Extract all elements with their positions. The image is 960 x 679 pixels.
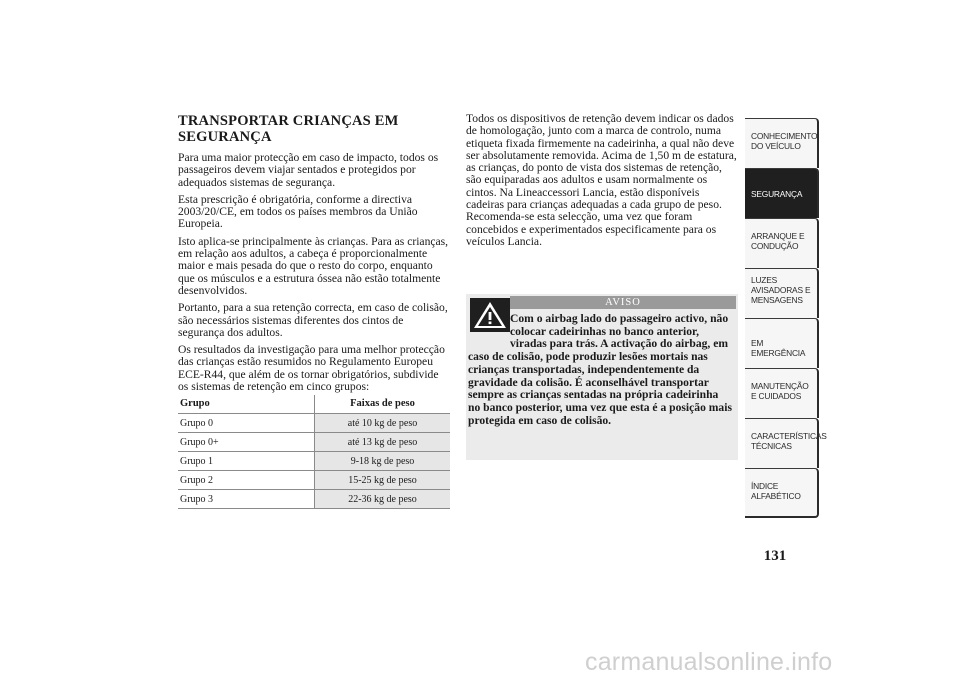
group-cell: Grupo 2 bbox=[180, 474, 214, 486]
tab-label: ARRANQUE E CONDUÇÃO bbox=[751, 231, 805, 251]
table-header-group: Grupo bbox=[178, 395, 315, 414]
tab-seguranca[interactable] bbox=[745, 168, 819, 218]
warning-text-block bbox=[468, 313, 732, 427]
tab-luzes-avisadoras[interactable] bbox=[745, 268, 819, 318]
weight-cell: até 13 kg de peso bbox=[315, 433, 451, 452]
tab-label: ÍNDICE ALFABÉTICO bbox=[751, 481, 801, 501]
table-row bbox=[178, 452, 450, 471]
page-number: 131 bbox=[763, 548, 787, 564]
warning-label: AVISO bbox=[510, 296, 736, 309]
tab-arranque-e-conducao[interactable] bbox=[745, 218, 819, 268]
tab-label: LUZES AVISADORAS E MENSAGENS bbox=[751, 275, 811, 305]
left-column bbox=[178, 113, 450, 509]
tab-label: MANUTENÇÃO E CUIDADOS bbox=[751, 381, 809, 401]
weight-cell: 15-25 kg de peso bbox=[315, 471, 451, 490]
group-cell: Grupo 3 bbox=[180, 493, 214, 505]
paragraph: Esta prescrição é obrigatória, conforme a directiva 2003/20/CE, em todos os países membros da União Europeia. bbox=[178, 192, 418, 231]
paragraph: Para uma maior protecção em caso de impacto, todos os passageiros devem viajar sentados e protegidos por adequados sistemas de segurança. bbox=[178, 151, 439, 189]
section-title-line2: SEGURANÇA bbox=[178, 129, 272, 145]
tab-label: EM EMERGÊNCIA bbox=[751, 338, 806, 358]
paragraph: Os resultados da investigação para uma melhor protecção das crianças estão resumidos no Regulamento Europeu ECE-R44, que além de os tornar obrigatórios, subdivide os sistemas de retenção em cinco grupos: bbox=[178, 343, 445, 394]
group-cell: Grupo 0+ bbox=[180, 436, 219, 448]
warning-text: Com o airbag lado do passageiro activo, não colocar cadeirinhas no banco anterior, viradas para trás. A activação do airbag, em caso de colisão, pode produzir lesões mortais nas crianças transportadas, independentemente da gravidade da colisão. É aconselhável transportar sempre as crianças sentadas na própria cadeirinha no banco posterior, uma vez que esta é a posição mais protegida em caso de colisão. bbox=[468, 312, 732, 427]
tab-label: SEGURANÇA bbox=[751, 189, 803, 199]
right-paragraph: Todos os dispositivos de retenção devem indicar os dados de homologação, junto com a marca de controlo, numa etiqueta fixada firmemente na cadeirinha, a qual não deve ser absolutamente removida. Acima de 1,50 m de estatura, as crianças, do ponto de vista dos sistemas de retenção, são equiparadas aos adultos e usam normalmente os cintos. Na Lineaccessori Lancia, estão disponíveis cadeiras para crianças adequadas a cada grupo de peso. Recomenda-se esta selecção, uma vez que foram concebidos e experimentados especificamente para os veículos Lancia. bbox=[466, 112, 737, 248]
table-header-weight: Faixas de peso bbox=[315, 395, 451, 414]
warning-box bbox=[466, 294, 738, 460]
tab-conhecimento-do-veiculo[interactable] bbox=[745, 118, 819, 168]
paragraph: Portanto, para a sua retenção correcta, em caso de colisão, são necessários sistemas diferentes dos cintos de segurança dos adultos. bbox=[178, 301, 448, 339]
section-title bbox=[178, 113, 450, 145]
tab-label: CONHECIMENTO DO VEÍCULO bbox=[751, 131, 818, 151]
table-row bbox=[178, 433, 450, 452]
weight-cell: até 10 kg de peso bbox=[315, 414, 451, 433]
weight-cell: 22-36 kg de peso bbox=[315, 490, 451, 509]
tab-caracteristicas-tecnicas[interactable] bbox=[745, 418, 827, 468]
tab-manutencao-e-cuidados[interactable] bbox=[745, 368, 819, 418]
group-cell: Grupo 0 bbox=[180, 417, 214, 429]
paragraph: Isto aplica-se principalmente às crianças. Para as crianças, em relação aos adultos, a cabeça é proporcionalmente maior e mais pesada do que o resto do corpo, enquanto que os músculos e a estrutura óssea não estão totalmente desenvolvidos. bbox=[178, 234, 449, 297]
tab-label: CARACTERÍSTICAS TÉCNICAS bbox=[751, 431, 827, 451]
tab-indice-alfabetico[interactable] bbox=[745, 468, 819, 518]
section-title-line1: TRANSPORTAR CRIANÇAS EM bbox=[178, 113, 399, 129]
group-cell: Grupo 1 bbox=[180, 455, 214, 467]
table-row bbox=[178, 490, 450, 509]
chapter-tabs bbox=[745, 118, 827, 518]
right-column bbox=[466, 113, 738, 253]
weight-cell: 9-18 kg de peso bbox=[315, 452, 451, 471]
table-row bbox=[178, 471, 450, 490]
watermark: carmanualsonline.info bbox=[585, 648, 833, 676]
tab-em-emergencia[interactable] bbox=[745, 318, 819, 368]
table-row bbox=[178, 414, 450, 433]
weight-groups-table bbox=[178, 395, 450, 509]
